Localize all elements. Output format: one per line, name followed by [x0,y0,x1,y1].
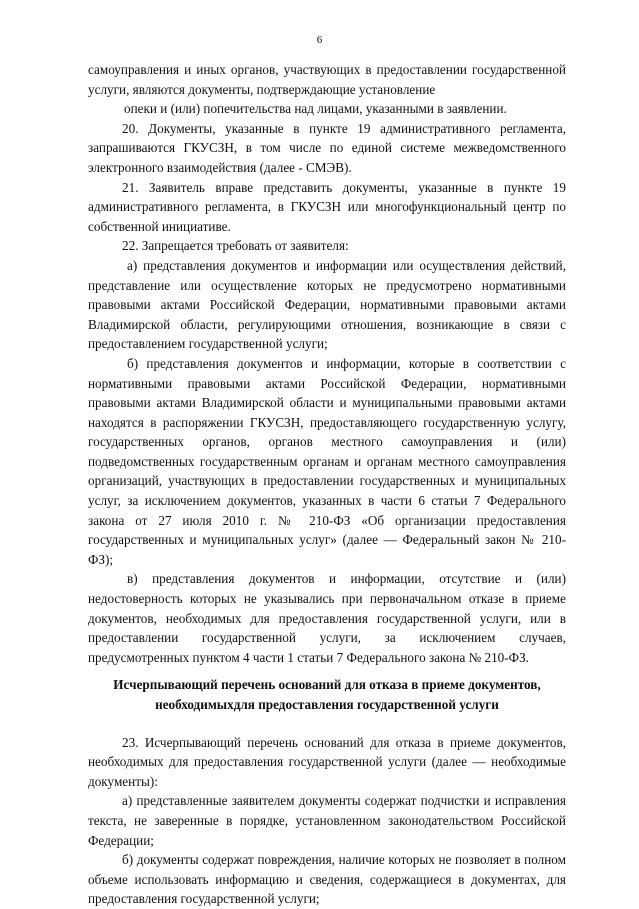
paragraph-23-a: а) представленные заявителем документы содержат подчистки и исправления текста, не заверенные в порядке, установленном законодательством Российской Федерации; [88,793,566,848]
section-heading: Исчерпывающий перечень оснований для отказа в приеме документов, необходимыхдля предоставления государственной услуги [113,677,541,712]
paragraph-continuation-line: опеки и (или) попечительства над лицами, указанными в заявлении. [124,101,507,117]
document-body [88,60,566,909]
page-number: 6 [316,34,323,46]
paragraph-23-b: б) документы содержат повреждения, наличие которых не позволяет в полном объеме использовать информацию и сведения, содержащиеся в документах, для предоставления государственной услуги; [88,852,566,907]
paragraph-continuation: самоуправления и иных органов, участвующих в предоставлении государственной услуги, являются документы, подтверждающие установление [88,62,566,97]
paragraph-22-v: в) представления документов и информации, отсутствие и (или) недостоверность которых не указывались при первоначальном отказе в приеме документов, необходимых для предоставления государственной услуги, или в предоставлении государственной услуги, за исключением случаев, предусмотренных пунктом 4 части 1 статьи 7 Федерального закона № 210-ФЗ. [88,571,566,665]
paragraph-20: 20. Документы, указанные в пункте 19 административного регламента, запрашиваются ГКУСЗН, в том числе по единой системе межведомственного электронного взаимодействия (далее - СМЭВ). [88,120,566,175]
paragraph-22: 22. Запрещается требовать от заявителя: [122,238,349,254]
paragraph-22-b: б) представления документов и информации, которые в соответствии с нормативными правовыми актами Российской Федерации, нормативными правовыми актами Владимирской области и муниципальными правовыми актами находятся в распоряжении ГКУСЗН, предоставляющего государственную услугу, государственных органов, органов местного самоуправления и (или) подведомственных государственным органам и органам местного самоуправления организаций, участвующих в предоставлении государственных и муниципальных услуг, за исключением документов, указанных в части 6 статьи 7 Федерального закона от 27 июля 2010 г. № 210-ФЗ «Об организации предоставления государственных и муниципальных услуг» (далее — Федеральный закон № 210-ФЗ); [88,355,566,567]
paragraph-22-a: а) представления документов и информации или осуществления действий, представление или осуществление которых не предусмотрено нормативными правовыми актами Российской Федерации, нормативными правовыми актами Владимирской области, регулирующими отношения, возникающие в связи с предоставлением государственной услуги; [88,257,566,352]
paragraph-21: 21. Заявитель вправе представить документы, указанные в пункте 19 административного регламента, в ГКУСЗН или многофункциональный центр по собственной инициативе. [88,179,566,234]
paragraph-23: 23. Исчерпывающий перечень оснований для отказа в приеме документов, необходимых для предоставления государственной услуги (далее — необходимые документы): [88,734,566,789]
